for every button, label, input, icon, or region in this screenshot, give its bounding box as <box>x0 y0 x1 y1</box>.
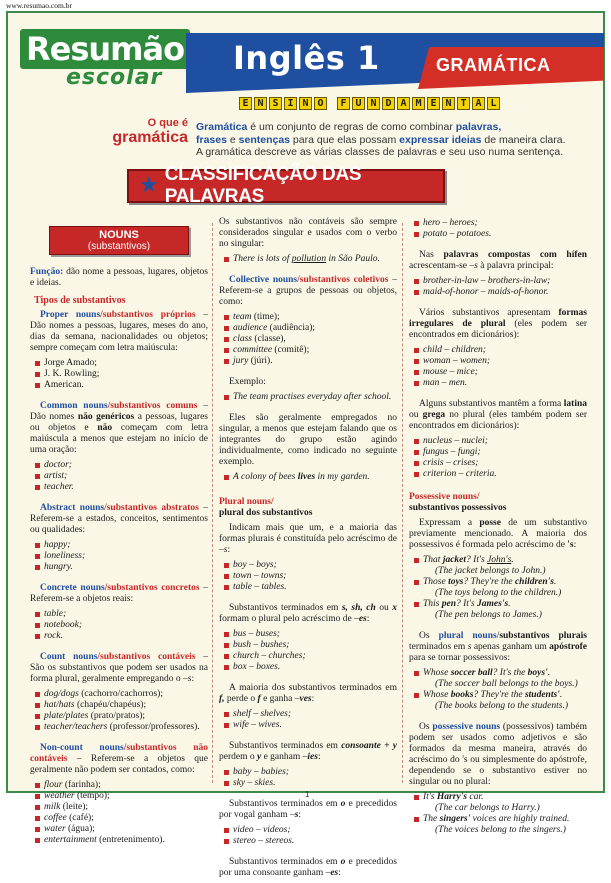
example-list <box>223 392 397 403</box>
intro-label-2: gramática <box>112 129 188 146</box>
common-paragraph: Common nouns/substantivos comuns – Dão nomes não genéricos a pessoas, lugares ou objetos e não começam com letra maiúscula a menos que estejam no início de uma oração: <box>30 401 208 455</box>
abstract-paragraph: Abstract nouns/substantivos abstratos – Referem-se a estados, conceitos, sentimentos ou qualidades: <box>30 503 208 535</box>
list-item-gloss: (The jacket belongs to John.) <box>435 566 546 576</box>
list-item: bush – bushes; <box>223 640 397 651</box>
es-paragraph: Substantivos terminados em s, sh, ch ou x formam o plural pelo acréscimo de –es: <box>219 603 397 624</box>
page-number: 1 <box>305 790 310 799</box>
tipos-heading: Tipos de substantivos <box>34 295 126 306</box>
o2-paragraph: Substantivos terminados em o e precedidos por uma consoante ganham –es: <box>219 857 397 878</box>
ensino-gap <box>329 97 335 110</box>
o2-list <box>413 218 587 240</box>
proper-paragraph: Proper nouns/substantivos próprios – Dão nomes a pessoas, lugares, meses do ano, dias da semana, nacionalidades ou objetos; sempre começam com letra maiúscula: <box>30 310 208 353</box>
header <box>8 13 603 109</box>
ensino-fundamental-tiles <box>239 97 500 110</box>
list-item: loneliness; <box>34 551 208 562</box>
intro-s3: palavras, <box>455 121 502 133</box>
possessive-adjective-paragraph: Os possessive nouns (possessivos) também podem ser usados como adjetivos e são formados da mesma maneira, através do acréscimo do 's ou simplesmente do apóstrofe, dependendo se o substantivo estiver no singular ou no plural: <box>409 722 587 787</box>
list-item: audience (audiência); <box>223 323 397 334</box>
intro-s1: Gramática <box>196 121 248 133</box>
intro-s4: frases <box>196 133 227 146</box>
list-item: sky – skies. <box>223 778 397 789</box>
count-paragraph: Count nouns/substantivos contáveis – São os substantivos que podem ser usados na forma plural, geralmente empregando o –s: <box>30 652 208 684</box>
logo-main: Resumão <box>20 29 190 69</box>
ensino-letter-tile: U <box>352 97 365 110</box>
column-2 <box>219 217 397 883</box>
intro-s7: para que elas possam <box>290 133 400 146</box>
latin-paragraph: Alguns substantivos mantêm a forma latina ou grega no plural (eles também podem ser encontrados em dicionários): <box>409 399 587 431</box>
nouns-title: NOUNS <box>99 229 139 241</box>
list-item: wife – wives. <box>223 720 397 731</box>
list-item-gloss: (The voices belong to the singers.) <box>435 825 566 835</box>
list-item: hungry. <box>34 562 208 573</box>
intro-s5: e <box>226 133 239 146</box>
abstract-list <box>34 540 208 573</box>
list-item-gloss: (The toys belong to the children.) <box>435 588 562 598</box>
plural-possessive-paragraph: Os plural nouns/substantivos plurais terminados em s apenas ganham um apóstrofe para se tornar possessivos: <box>409 631 587 663</box>
collective-list <box>223 312 397 367</box>
ensino-letter-tile: L <box>487 97 500 110</box>
list-item: brother-in-law – brothers-in-law; <box>413 276 587 287</box>
possessive-heading: Possessive nouns/ substantivos possessivos <box>409 492 507 513</box>
ensino-letter-tile: N <box>442 97 455 110</box>
concrete-paragraph: Concrete nouns/substantivos concretos – Referem-se a objetos reais: <box>30 583 208 604</box>
intro-label <box>88 117 188 147</box>
list-item: teacher/teachers (professor/professores). <box>34 722 208 733</box>
list-item: table; <box>34 609 208 620</box>
list-item: video – videos; <box>223 825 397 836</box>
intro-label-1: O que é <box>147 117 188 129</box>
list-item: hero – heroes; <box>413 218 587 229</box>
list-item: A colony of bees lives in my garden. <box>223 472 397 483</box>
intro-s2: é um conjunto de regras de como combinar <box>247 121 456 133</box>
collective-usage-paragraph: Eles são geralmente empregados no singular, a menos que estejam falando que os integrantes do grupo estão agindo individualmente, como indicado no seguinte exemplo. <box>219 413 397 467</box>
nouns-box <box>49 226 189 255</box>
count-list <box>34 689 208 733</box>
list-item: artist; <box>34 471 208 482</box>
list-item: criterion – criteria. <box>413 469 587 480</box>
ensino-letter-tile: N <box>367 97 380 110</box>
list-item-gloss: (The soccer ball belongs to the boys.) <box>435 679 578 689</box>
es-list <box>223 629 397 673</box>
column-divider <box>402 223 403 783</box>
noncount-singular-list <box>223 254 397 265</box>
list-item: water (água); <box>34 824 208 835</box>
colony-list <box>223 472 397 483</box>
ensino-letter-tile: T <box>457 97 470 110</box>
list-item: teacher. <box>34 482 208 493</box>
ensino-letter-tile: A <box>472 97 485 110</box>
page <box>6 11 605 878</box>
funcao-paragraph: Função: dão nome a pessoas, lugares, objetos e ideias. <box>30 267 208 288</box>
ensino-letter-tile: I <box>284 97 297 110</box>
nouns-subtitle: (substantivos) <box>87 241 151 252</box>
possessive-paragraph: Expressam a posse de um substantivo previamente mencionado. A maioria dos possessivos é formada pelo acréscimo de 's: <box>409 518 587 550</box>
ensino-letter-tile: N <box>254 97 267 110</box>
list-item: bus – buses; <box>223 629 397 640</box>
list-item: This pen? It's James's. <box>413 599 587 610</box>
list-item: Jorge Amado; <box>34 358 208 369</box>
ensino-letter-tile: S <box>269 97 282 110</box>
list-item: Those toys? They're the children's. <box>413 577 587 588</box>
o-list <box>223 825 397 847</box>
ensino-letter-tile: M <box>412 97 425 110</box>
concrete-list <box>34 609 208 642</box>
list-item: jury (júri). <box>223 356 397 367</box>
compound-paragraph: Nas palavras compostas com hífen acrescentam-se –s à palavra principal: <box>409 250 587 271</box>
list-item: fungus – fungi; <box>413 447 587 458</box>
column-3 <box>409 218 587 840</box>
list-item: box – boxes. <box>223 662 397 673</box>
plural-paragraph: Indicam mais que um, e a maioria das formas plurais é constituída pelo acréscimo de –s: <box>219 523 397 555</box>
section-banner <box>127 164 445 207</box>
ensino-letter-tile: O <box>314 97 327 110</box>
logo-sub: escolar <box>66 65 163 90</box>
o-paragraph: Substantivos terminados em o e precedidos por vogal ganham –s: <box>219 799 397 820</box>
ensino-letter-tile: A <box>397 97 410 110</box>
list-item: crisis – crises; <box>413 458 587 469</box>
logo <box>20 29 184 101</box>
list-item: maid-of-honor – maids-of-honor. <box>413 287 587 298</box>
example-label: Exemplo: <box>229 377 266 387</box>
f-paragraph: A maioria dos substantivos terminados em f, perde o f e ganha –ves: <box>219 683 397 704</box>
list-item-gloss: (The car belongs to Harry.) <box>435 803 540 813</box>
plural-heading: Plural nouns/ plural dos substantivos <box>219 497 313 518</box>
list-item: church – churches; <box>223 651 397 662</box>
noncount-list <box>34 780 208 846</box>
list-item: happy; <box>34 540 208 551</box>
collective-paragraph: Collective nouns/substantivos coletivos – Referem-se a grupos de pessoas ou objetos, como: <box>219 275 398 307</box>
intro-line2: A gramática descreve as várias classes de palavras e seu uso numa sentença. <box>196 146 564 158</box>
list-item: rock. <box>34 631 208 642</box>
list-item: notebook; <box>34 620 208 631</box>
section-title: CLASSIFICAÇÃO DAS PALAVRAS <box>164 164 362 207</box>
list-item: town – towns; <box>223 571 397 582</box>
plural-list <box>223 560 397 593</box>
intro-s6: sentenças <box>238 133 291 146</box>
irregular-paragraph: Vários substantivos apresentam formas irregulares de plural (eles podem ser encontrados em dicionários): <box>409 308 588 340</box>
intro-s9: de maneira clara. <box>481 133 566 146</box>
latin-list <box>413 436 587 480</box>
list-item: Whose books? They're the students'. <box>413 690 587 701</box>
possessive-adjective-list <box>413 792 587 836</box>
list-item: J. K. Rowling; <box>34 369 208 380</box>
list-item: mouse – mice; <box>413 367 587 378</box>
list-item: flour (farinha); <box>34 780 208 791</box>
irregular-list <box>413 345 587 389</box>
list-item: Whose soccer ball? It's the boys'. <box>413 668 587 679</box>
list-item: woman – women; <box>413 356 587 367</box>
f-list <box>223 709 397 731</box>
list-item: That jacket? It's John's. <box>413 555 587 566</box>
site-url: www.resumao.com.br <box>6 1 72 10</box>
intro-s8: expressar ideias <box>399 133 482 146</box>
list-item: potato – potatoes. <box>413 229 587 240</box>
intro-text <box>196 121 592 159</box>
list-item: weather (tempo); <box>34 791 208 802</box>
y-list <box>223 767 397 789</box>
list-item: The team practises everyday after school. <box>223 392 397 403</box>
list-item: It's Harry's car. <box>413 792 587 803</box>
column-divider <box>212 223 213 783</box>
list-item: shelf – shelves; <box>223 709 397 720</box>
list-item: The singers' voices are highly trained. <box>413 814 587 825</box>
list-item: entertainment (entretenimento). <box>34 835 208 846</box>
list-item-gloss: (The pen belongs to James.) <box>435 610 542 620</box>
list-item: class (classe), <box>223 334 397 345</box>
ensino-letter-tile: N <box>299 97 312 110</box>
plural-possessive-list <box>413 668 587 712</box>
list-item: boy – boys; <box>223 560 397 571</box>
list-item: doctor; <box>34 460 208 471</box>
ensino-letter-tile: E <box>427 97 440 110</box>
list-item: child – children; <box>413 345 587 356</box>
compound-list <box>413 276 587 298</box>
noncount-singular-paragraph: Os substantivos não contáveis são sempre considerados singular e usados com o verbo no singular: <box>219 217 397 249</box>
list-item: stereo – stereos. <box>223 836 397 847</box>
list-item: nucleus – nuclei; <box>413 436 587 447</box>
star-icon: ★ <box>139 173 159 198</box>
possessive-list <box>413 555 587 621</box>
title-tag-text: GRAMÁTICA <box>436 55 551 75</box>
list-item: There is lots of pollution in São Paulo. <box>223 254 397 265</box>
list-item: baby – babies; <box>223 767 397 778</box>
noncount-paragraph: Non-count nouns/substantivos não contáveis – Referem-se a objetos que geralmente não podem ser contados, como: <box>30 743 208 775</box>
list-item: team (time); <box>223 312 397 323</box>
list-item: American. <box>34 380 208 391</box>
ensino-letter-tile: F <box>337 97 350 110</box>
list-item-gloss: (The books belong to the students.) <box>435 701 568 711</box>
list-item: milk (leite); <box>34 802 208 813</box>
common-list <box>34 460 208 493</box>
list-item: plate/plates (prato/pratos); <box>34 711 208 722</box>
list-item: man – men. <box>413 378 587 389</box>
page-title: Inglês 1 <box>233 39 380 77</box>
list-item: hat/hats (chapéu/chapéus); <box>34 700 208 711</box>
list-item: dog/dogs (cachorro/cachorros); <box>34 689 208 700</box>
list-item: committee (comitê); <box>223 345 397 356</box>
list-item: coffee (café); <box>34 813 208 824</box>
column-1 <box>30 216 208 850</box>
ensino-letter-tile: D <box>382 97 395 110</box>
list-item: table – tables. <box>223 582 397 593</box>
y-paragraph: Substantivos terminados em consoante + y perdem o y e ganham –ies: <box>219 741 397 762</box>
proper-list <box>34 358 208 391</box>
ensino-letter-tile: E <box>239 97 252 110</box>
